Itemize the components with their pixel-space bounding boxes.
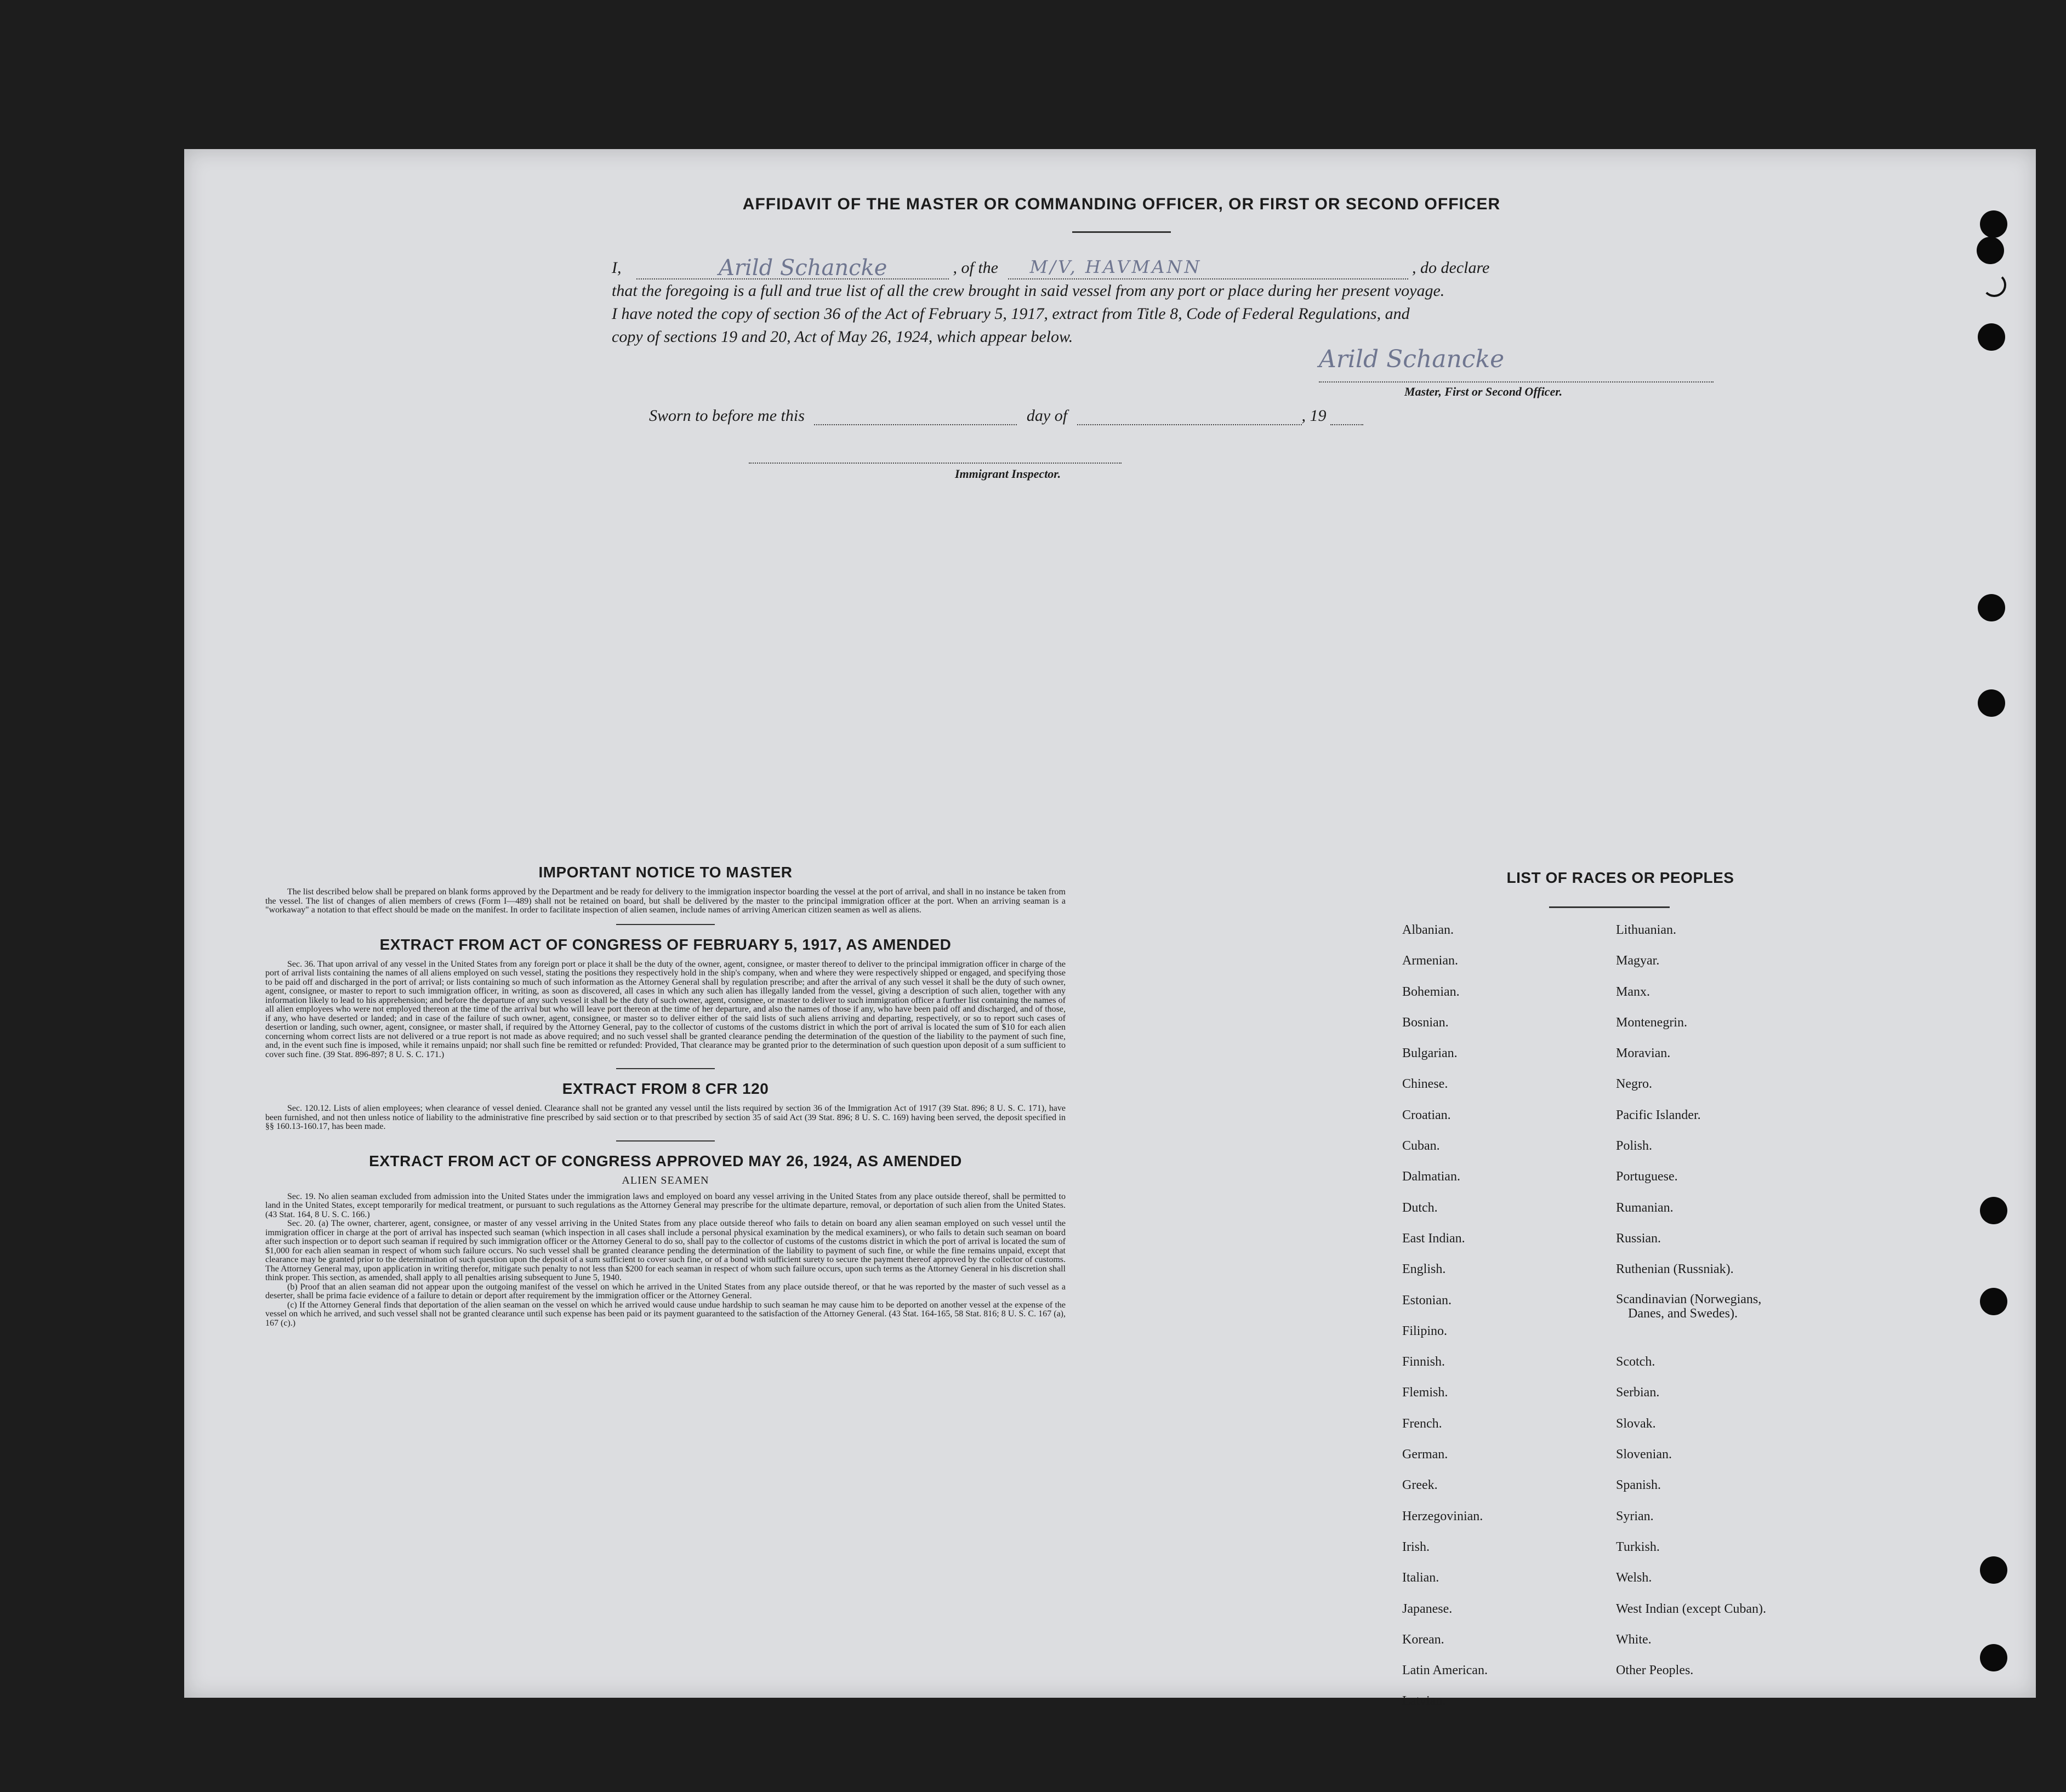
punch-hole <box>1978 323 2005 351</box>
signature-line <box>1319 381 1714 383</box>
race-item: Dalmatian. <box>1402 1169 1460 1184</box>
affidavit-declaration <box>612 256 1681 349</box>
divider <box>616 1068 715 1069</box>
punch-hole <box>1982 273 2006 297</box>
document-page <box>184 149 2036 1709</box>
race-item: Manx. <box>1616 984 1650 999</box>
race-item: German. <box>1402 1447 1448 1462</box>
race-item: Welsh. <box>1616 1571 1652 1585</box>
master-name-field <box>636 255 949 281</box>
race-item: Syrian. <box>1616 1509 1654 1523</box>
race-item: Chinese. <box>1402 1077 1448 1092</box>
punch-hole <box>1980 1556 2007 1584</box>
of-the-label: , of the <box>953 259 998 277</box>
extract-1924-para3: (b) Proof that an alien seaman did not appear upon the outgoing manifest of the vessel on which he arrived in the United States from any place outside thereof, or that he was reported by the master of such vessel as a deserter, shall be prima facie evidence of a failure to detain or deport after requirement by the immigration officer or the Attorney General. <box>265 1282 1066 1300</box>
race-item: East Indian. <box>1402 1231 1465 1246</box>
race-item: Latin American. <box>1402 1663 1488 1678</box>
extract-1924-subtitle: ALIEN SEAMEN <box>622 1174 709 1186</box>
punch-hole <box>1977 237 2004 264</box>
race-item: Russian. <box>1616 1231 1661 1246</box>
affidavit-title: AFFIDAVIT OF THE MASTER OR COMMANDING OFFICER, OR FIRST OR SECOND OFFICER <box>742 195 1501 213</box>
notices-column <box>265 864 1066 1328</box>
sworn-line <box>649 407 1363 425</box>
divider <box>1549 906 1670 908</box>
i-label: I, <box>612 259 622 277</box>
extract-1924-title: EXTRACT FROM ACT OF CONGRESS APPROVED MAY 26, 1924, AS AMENDED <box>369 1152 962 1169</box>
race-item-scandinavian-line2: Danes, and Swedes). <box>1628 1306 1738 1321</box>
inspector-signature-line <box>749 463 1122 464</box>
race-item: French. <box>1402 1416 1442 1431</box>
race-item: Other Peoples. <box>1616 1663 1694 1678</box>
race-item: West Indian (except Cuban). <box>1616 1601 1766 1616</box>
race-item: Scotch. <box>1616 1355 1655 1369</box>
vessel-handwritten: M/V, HAVMANN <box>1029 256 1202 277</box>
signature-caption: Master, First or Second Officer. <box>1404 385 1563 398</box>
sworn-year-field <box>1330 409 1363 425</box>
race-item: Polish. <box>1616 1139 1653 1154</box>
punch-hole <box>1980 1197 2007 1224</box>
race-item: Rumanian. <box>1616 1200 1674 1215</box>
race-item: Irish. <box>1402 1539 1430 1554</box>
race-item: Negro. <box>1616 1077 1652 1092</box>
declaration-line-3: I have noted the copy of section 36 of the Act of February 5, 1917, extract from Title 8, Code of Federal Regulations, and <box>612 305 1410 323</box>
race-item: Korean. <box>1402 1632 1444 1647</box>
race-item: Armenian. <box>1402 954 1458 968</box>
sworn-month-field <box>1077 409 1302 425</box>
race-item: Greek. <box>1402 1478 1438 1493</box>
race-item: Latvian. <box>1402 1694 1446 1709</box>
race-item: Japanese. <box>1402 1601 1453 1616</box>
race-item: Albanian. <box>1402 923 1454 937</box>
day-of-label: day of <box>1026 407 1068 425</box>
do-declare-label: , do declare <box>1412 259 1490 277</box>
extract-cfr-title: EXTRACT FROM 8 CFR 120 <box>562 1080 769 1097</box>
extract-1924-para2: Sec. 20. (a) The owner, charterer, agent, consignee, or master of any vessel arriving in the United States from any place outside thereof who fails to detain on board any alien seaman employed on such vessel until the immigration officer in charge at the port of arrival has inspected such seaman (which inspection in all cases shall include a personal physical examination by the medical examiners), or who fails to detain such seaman on board after such inspection or to deport such seaman if required by such immigration officer or the Attorney General to do so, shall pay to the collector of customs of the customs district in which the port of arrival is located the sum of $1,000 for each alien seaman in respect of whom such failure occurs. No such vessel shall be granted clearance pending the determination of the liability to payment of such fine, or while the fine remains unpaid, except that clearance may be granted prior to the determination of such question upon the deposit of a sum sufficient to cover such fine, or of a bond with sufficient surety to secure the payment thereof approved by the collector of customs. The Attorney General may, upon application in writing therefor, mitigate such penalty to not less than $200 for each seaman in respect of whom such failure occurs, upon such terms as the Attorney General in his discretion shall think proper. This section, as amended, shall apply to all penalties arising subsequent to June 5, 1940. <box>265 1219 1066 1282</box>
extract-cfr-text: Sec. 120.12. Lists of alien employees; when clearance of vessel denied. Clearance shall not be granted any vessel until the lists required by section 36 of the Immigration Act of 1917 (39 Stat. 896; 8 U. S. C. 171), have been furnished, and not then unless notice of liability to the administrative fine prescribed by said section or to that prescribed by section 35 of said Act (39 Stat. 896; 8 U. S. C. 169) having been served, the deposit specified in §§ 160.13-160.17, has been made. <box>265 1104 1066 1131</box>
declaration-line-4: copy of sections 19 and 20, Act of May 26, 1924, which appear below. <box>612 328 1073 346</box>
race-item: Serbian. <box>1616 1385 1660 1400</box>
race-item: Bulgarian. <box>1402 1046 1458 1061</box>
vessel-field <box>1008 258 1408 279</box>
notice-text: The list described below shall be prepared on blank forms approved by the Department and be ready for delivery to the immigration inspector boarding the vessel at the port of arrival, and shall in no instance be taken from the vessel. The list of changes of alien members of crews (Form I—489) shall not be retained on board, but shall be delivered by the master to the principal immigration officer at the port. When an arriving seaman is a "workaway" a notation to that effect should be made on the manifest. In order to facilitate inspection of alien seamen, include names of arriving American citizen seamen as well as aliens. <box>265 887 1066 915</box>
race-item: Spanish. <box>1616 1478 1661 1493</box>
race-item: Montenegrin. <box>1616 1015 1687 1030</box>
race-item: Cuban. <box>1402 1139 1440 1154</box>
race-item: White. <box>1616 1632 1652 1647</box>
race-item: Flemish. <box>1402 1385 1448 1400</box>
race-item: Estonian. <box>1402 1293 1452 1308</box>
notice-title: IMPORTANT NOTICE TO MASTER <box>538 864 793 881</box>
race-item: Slovak. <box>1616 1416 1656 1431</box>
extract-1917-title: EXTRACT FROM ACT OF CONGRESS OF FEBRUARY 5, 1917, AS AMENDED <box>379 935 952 953</box>
extract-1917-text: Sec. 36. That upon arrival of any vessel in the United States from any foreign port or place it shall be the duty of the owner, agent, consignee, or master thereof to deliver to the principal immigration officer in charge of the port of arrival lists containing the names of all aliens employed on such vessel, stating the positions they respectively hold in the ship's company, when and where they were respectively shipped or engaged, and specifying those to be paid off and discharged in the port of arrival; or lists containing so much of such information as the Attorney General shall by regulation prescribe; and after the arrival of any such vessel it shall be the duty of such owner, agent, consignee, or master to report to such immigration officer, in writing, as soon as discovered, all cases in which any such alien has illegally landed from the vessel, giving a description of such alien, together with any information likely to lead to his apprehension; and before the departure of any such vessel it shall be the duty of such owner, agent, consignee, or master to deliver to such immigration officer a further list containing the names of all alien employees who were not employed thereon at the time of the arrival but who will leave port thereon at the time of her departure, and also the names of those if any, who have been paid off and discharged, and of those, if any, who have deserted or landed; and in case of the failure of such owner, agent, consignee, or master so to deliver either of the said lists of such aliens arriving and departing, respectively, or so to report such cases of desertion or landing, such owner, agent, consignee, or master shall, if required by the Attorney General, pay to the collector of customs of the customs district in which the port of arrival is located the sum of $10 for each alien concerning whom correct lists are not delivered or a true report is not made as above required; and no such vessel shall be granted clearance pending the determination of the question of the liability to the payment of such fine, and, in the event such fine is imposed, while it remains unpaid; nor shall such fine be remitted or refunded: Provided, That clearance may be granted prior to the determination of such question upon deposit of a sum sufficient to cover such fine. (39 Stat. 896-897; 8 U. S. C. 171.) <box>265 959 1066 1059</box>
race-item: English. <box>1402 1262 1446 1277</box>
race-item: Slovenian. <box>1616 1447 1672 1462</box>
race-item: Italian. <box>1402 1571 1439 1585</box>
sworn-day-field <box>814 409 1017 425</box>
race-item: Ruthenian (Russniak). <box>1616 1262 1734 1277</box>
races-title: LIST OF RACES OR PEOPLES <box>1506 869 1734 886</box>
race-item <box>1616 1292 1857 1354</box>
race-item: Dutch. <box>1402 1200 1438 1215</box>
punch-hole <box>1978 594 2005 621</box>
inspector-caption: Immigrant Inspector. <box>955 467 1061 481</box>
declaration-line-2: that the foregoing is a full and true list of all the crew brought in said vessel from any port or place during her present voyage. <box>612 282 1445 300</box>
divider <box>1072 231 1171 233</box>
extract-1924-para4: (c) If the Attorney General finds that deportation of the alien seaman on the vessel on which he arrived would cause undue hardship to such seaman he may cause him to be deported on another vessel at the expense of the vessel on which he arrived, and such vessel shall not be granted clearance until such expense has been paid or its payment guaranteed to the satisfaction of the Attorney General. (43 Stat. 164-165, 58 Stat. 816; 8 U. S. C. 167 (a), 167 (c).) <box>265 1300 1066 1328</box>
race-item: Finnish. <box>1402 1355 1445 1369</box>
year-prefix: , 19 <box>1301 407 1327 425</box>
race-item: Moravian. <box>1616 1046 1671 1061</box>
punch-hole <box>1980 1288 2007 1315</box>
races-column-1 <box>1402 922 1610 1724</box>
race-item: Filipino. <box>1402 1323 1448 1338</box>
race-item: Herzegovinian. <box>1402 1509 1483 1523</box>
race-item: Pacific Islander. <box>1616 1108 1701 1122</box>
race-item-scandinavian-line1: Scandinavian (Norwegians, <box>1616 1292 1762 1306</box>
master-name-handwritten: Arild Schancke <box>719 255 887 281</box>
extract-1924-para1: Sec. 19. No alien seaman excluded from admission into the United States under the immigration laws and employed on board any vessel arriving in the United States from any place outside thereof, shall be permitted to land in the United States, except temporarily for medical treatment, or pursuant to such regulations as the Attorney General may prescribe for the ultimate departure, removal, or deportation of such alien from the United States. (43 Stat. 164, 8 U. S. C. 166.) <box>265 1191 1066 1219</box>
divider <box>616 1140 715 1142</box>
divider <box>616 924 715 925</box>
race-item: Magyar. <box>1616 954 1660 968</box>
declaration-first-line <box>612 256 1681 279</box>
race-item: Croatian. <box>1402 1108 1451 1122</box>
punch-hole <box>1980 210 2007 238</box>
race-item: Bosnian. <box>1402 1015 1449 1030</box>
punch-hole <box>1978 689 2005 717</box>
race-item: Lithuanian. <box>1616 923 1676 937</box>
race-item: Portuguese. <box>1616 1169 1678 1184</box>
master-signature: Arild Schancke <box>1319 345 1505 373</box>
sworn-label: Sworn to before me this <box>649 407 805 425</box>
punch-hole <box>1980 1644 2007 1671</box>
race-item: Bohemian. <box>1402 984 1460 999</box>
races-column-2 <box>1616 922 1857 1693</box>
race-item: Turkish. <box>1616 1539 1660 1554</box>
